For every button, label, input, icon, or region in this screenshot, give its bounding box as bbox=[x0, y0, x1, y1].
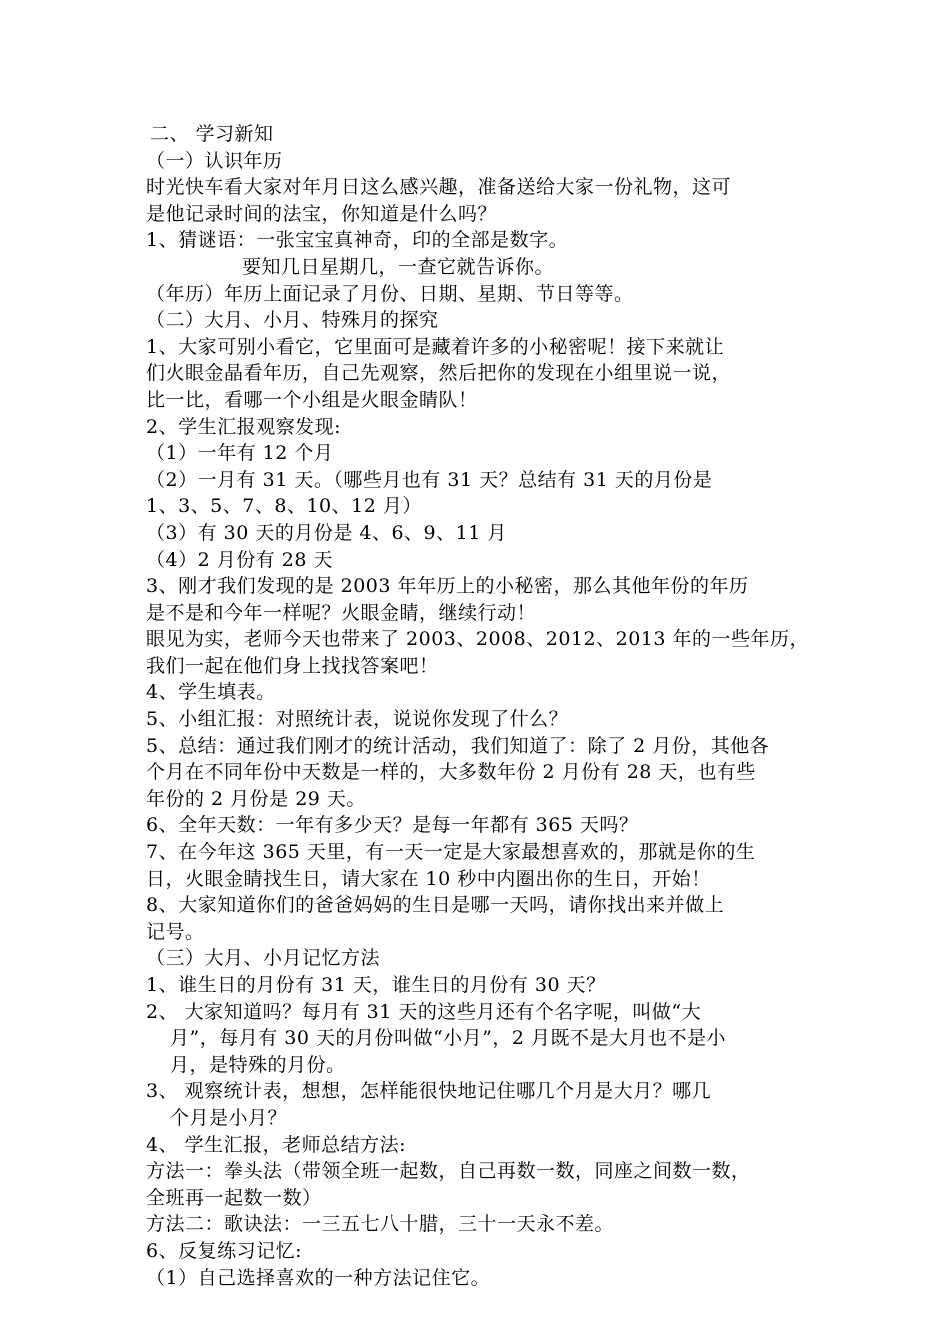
paragraph-line: （年历）年历上面记录了月份、日期、星期、节日等等。 bbox=[146, 282, 634, 305]
section-heading: 二、 学习新知 bbox=[150, 123, 274, 145]
paragraph-line: 6、全年天数：一年有多少天？是每一年都有 365 天吗？ bbox=[146, 814, 639, 837]
riddle-line: 要知几日星期几，一查它就告诉你。 bbox=[242, 255, 555, 278]
paragraph-line: 1、谁生日的月份有 31 天，谁生日的月份有 30 天？ bbox=[146, 974, 606, 996]
list-item: 2、 大家知道吗？每月有 31 天的这些月还有个名字呢，叫做“大 bbox=[146, 1000, 702, 1023]
paragraph-line: 3、刚才我们发现的是 2003 年年历上的小秘密，那么其他年份的年历 bbox=[146, 575, 749, 598]
paragraph-line: 4、学生填表。 bbox=[146, 681, 276, 704]
list-item: （1）一年有 12 个月 bbox=[146, 442, 334, 465]
list-item-continuation: 个月是小月？ bbox=[170, 1106, 288, 1129]
paragraph-line: 眼见为实，老师今天也带来了 2003、2008、2012、2013 年的一些年历， bbox=[146, 628, 809, 651]
list-item: 1、3、5、7、8、10、12 月） bbox=[146, 495, 422, 518]
list-item: （1）自己选择喜欢的一种方法记住它。 bbox=[146, 1266, 491, 1289]
paragraph-line: 1、大家可别小看它，它里面可是藏着许多的小秘密呢！接下来就让 bbox=[146, 335, 725, 358]
list-item: （4）2 月份有 28 天 bbox=[146, 548, 333, 571]
paragraph-line: 个月在不同年份中天数是一样的，大多数年份 2 月份有 28 天，也有些 bbox=[146, 761, 756, 784]
document-page bbox=[146, 121, 810, 1291]
paragraph-line: 记号。 bbox=[146, 920, 205, 943]
paragraph-line: 6、反复练习记忆: bbox=[146, 1239, 302, 1262]
paragraph-line: 我们一起在他们身上找找答案吧！ bbox=[146, 654, 439, 677]
paragraph-line: 们火眼金晶看年历，自己先观察，然后把你的发现在小组里说一说， bbox=[146, 362, 732, 385]
subsection-heading: （一）认识年历 bbox=[146, 149, 283, 172]
paragraph-line: 8、大家知道你们的爸爸妈妈的生日是哪一天吗，请你找出来并做上 bbox=[146, 894, 725, 917]
paragraph-line: 7、在今年这 365 天里，有一天一定是大家最想喜欢的，那就是你的生 bbox=[146, 841, 756, 864]
list-item: （3）有 30 天的月份是 4、6、9、11 月 bbox=[146, 521, 507, 544]
paragraph-line: 时光快车看大家对年月日这么感兴趣，准备送给大家一份礼物，这可 bbox=[146, 176, 732, 199]
list-item-continuation: 月，是特殊的月份。 bbox=[170, 1053, 346, 1076]
paragraph-line: 日，火眼金睛找生日，请大家在 10 秒中内圈出你的生日，开始！ bbox=[146, 867, 711, 890]
paragraph-line: 5、小组汇报：对照统计表，说说你发现了什么？ bbox=[146, 708, 569, 731]
list-item: 3、 观察统计表，想想，怎样能很快地记住哪几个月是大月？哪几 bbox=[146, 1080, 712, 1103]
list-item: （2）一月有 31 天。（哪些月也有 31 天？总结有 31 天的月份是 bbox=[146, 468, 713, 491]
paragraph-line: 方法二：歌诀法：一三五七八十腊，三十一天永不差。 bbox=[146, 1213, 615, 1236]
subsection-heading: （二）大月、小月、特殊月的探究 bbox=[146, 309, 439, 332]
paragraph-line: 是不是和今年一样呢？火眼金睛，继续行动！ bbox=[146, 601, 537, 624]
paragraph-line: 比一比，看哪一个小组是火眼金睛队！ bbox=[146, 388, 478, 411]
paragraph-line: 方法一：拳头法（带领全班一起数，自己再数一数，同座之间数一数， bbox=[146, 1160, 751, 1183]
list-item: 4、 学生汇报，老师总结方法: bbox=[146, 1133, 407, 1156]
paragraph-line: 2、学生汇报观察发现: bbox=[146, 415, 341, 438]
paragraph-line: 全班再一起数一数） bbox=[146, 1186, 322, 1209]
riddle-line: 1、猜谜语：一张宝宝真神奇，印的全部是数字。 bbox=[146, 229, 569, 252]
subsection-heading: （三）大月、小月记忆方法 bbox=[146, 947, 381, 970]
paragraph-line: 年份的 2 月份是 29 天。 bbox=[146, 787, 366, 810]
paragraph-line: 5、总结：通过我们刚才的统计活动，我们知道了：除了 2 月份，其他各 bbox=[146, 734, 770, 757]
paragraph-line: 是他记录时间的法宝，你知道是什么吗？ bbox=[146, 202, 498, 225]
list-item-continuation: 月”，每月有 30 天的月份叫做“小月”，2 月既不是大月也不是小 bbox=[170, 1027, 727, 1050]
